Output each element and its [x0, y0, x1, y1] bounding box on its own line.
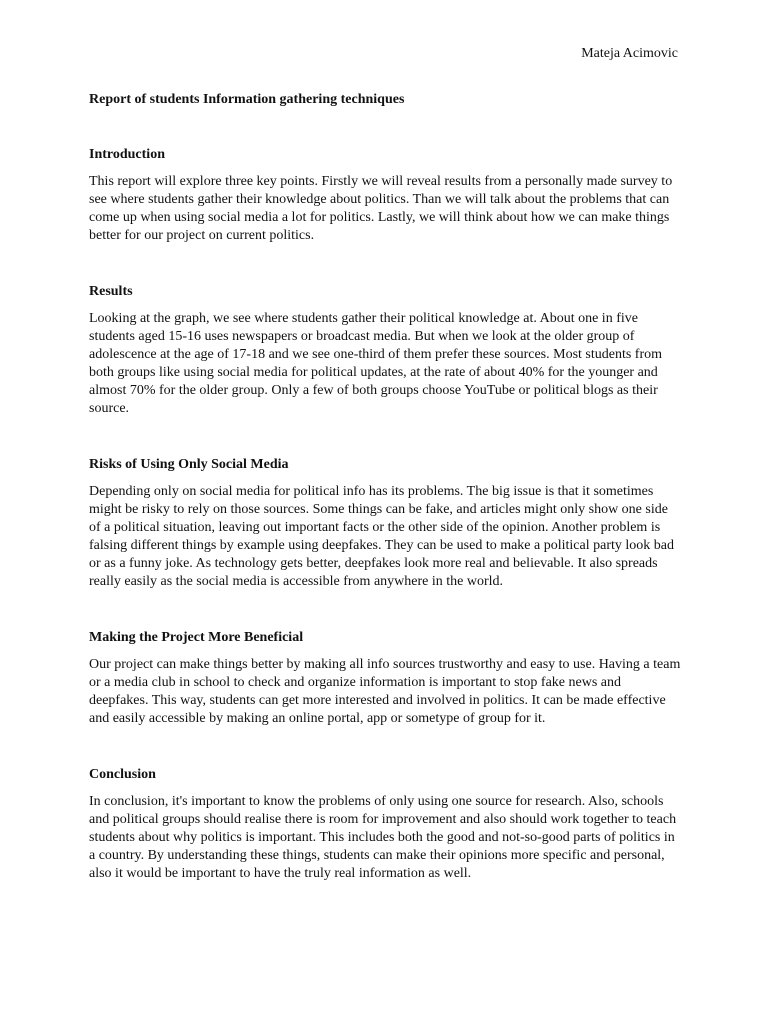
section-heading: Making the Project More Beneficial: [89, 630, 304, 645]
section-introduction: [89, 146, 681, 245]
section-body: Our project can make things better by making all info sources trustworthy and easy to use. Having a team or a media club in school to check and organize information is important to stop fake news and deepfakes. This way, students can get more interested and involved in politics. It can be made effective and easily accessible by making an online portal, app or sometype of group for it.: [89, 657, 681, 726]
section-heading: Conclusion: [89, 767, 156, 782]
section-risks: [89, 456, 681, 591]
section-heading: Results: [89, 284, 133, 299]
section-body: Depending only on social media for political info has its problems. The big issue is that it sometimes might be risky to rely on those sources. Some things can be fake, and articles might only show one side of a political situation, leaving out important facts or the other side of the opinion. Another problem is falsing different things by example using deepfakes. They can be used to make a political party look bad or as a funny joke. As technology gets better, deepfakes look more real and believable. It also spreads really easily as the social media is accessible from anywhere in the world.: [89, 484, 674, 589]
section-conclusion: [89, 766, 681, 883]
document-title: Report of students Information gathering techniques: [89, 92, 405, 107]
section-body: Looking at the graph, we see where students gather their political knowledge at. About one in five students aged 15-16 uses newspapers or broadcast media. But when we look at the older group of adolescence at the age of 17-18 and we see one-third of them prefer these sources. Most students from both groups like using social media for political updates, at the rate of about 40% for the younger and almost 70% for the older group. Only a few of both groups choose YouTube or political blogs as their source.: [89, 311, 663, 416]
section-results: [89, 283, 681, 418]
document-content: [89, 91, 681, 921]
section-heading: Risks of Using Only Social Media: [89, 457, 289, 472]
author-name: Mateja Acimovic: [581, 46, 678, 61]
section-heading: Introduction: [89, 147, 165, 162]
section-body: This report will explore three key points. Firstly we will reveal results from a personally made survey to see where students gather their knowledge about politics. Than we will talk about the problems that can come up when using social media a lot for politics. Lastly, we will think about how we can make things better for our project on current politics.: [89, 174, 673, 243]
section-body: In conclusion, it's important to know the problems of only using one source for research. Also, schools and political groups should realise there is room for improvement and also should work together to teach students about why politics is important. This includes both the good and not-so-good parts of politics in a country. By understanding these things, students can make their opinions more specific and personal, also it would be important to have the truly real information as well.: [89, 794, 677, 881]
section-making-project-beneficial: [89, 629, 681, 728]
